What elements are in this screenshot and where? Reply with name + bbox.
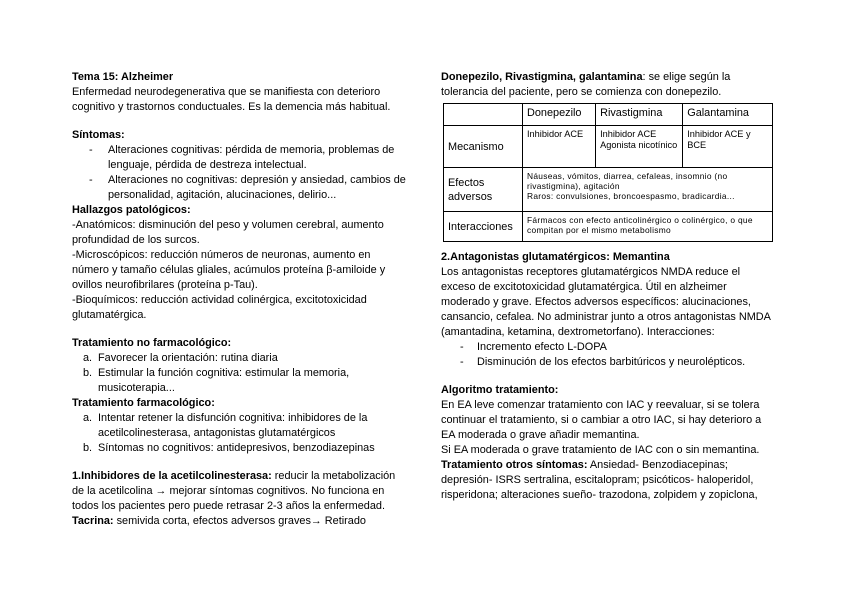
farmacologico-heading: Tratamiento farmacológico: — [72, 397, 215, 409]
donepezilo-paragraph: Donepezilo, Rivastigmina, galantamina: se elige según la tolerancia del paciente, pero se comienza con donepezilo. — [441, 71, 731, 98]
list-item: - Disminución de los efectos barbitúricos y neurolépticos. — [460, 356, 746, 368]
otros-sintomas-heading: Tratamiento otros síntomas: — [441, 459, 588, 471]
list-item: b. Estimular la función cognitiva: estimular la memoria, musicoterapia... — [83, 367, 350, 394]
table-row — [444, 168, 773, 212]
table-header-cell — [444, 104, 523, 126]
hallazgo-microscopicos: -Microscópicos: reducción números de neuronas, aumento en número y tamaño células gliales, acúmulos proteína β-amiloide y ovillos neurofibrilares (proteína p-Tau). — [72, 249, 386, 291]
table-cell: Inhibidor ACE — [523, 126, 596, 168]
intro-paragraph: Enfermedad neurodegenerativa que se manifiesta con deterioro cognitivo y trastornos conductuales. Es la demencia más habitual. — [72, 86, 391, 113]
hallazgo-bioquimicos: -Bioquímicos: reducción actividad colinérgica, excitotoxicidad glutamatérgica. — [72, 294, 367, 321]
hallazgos-heading: Hallazgos patológicos: — [72, 204, 191, 216]
table-cell: Náuseas, vómitos, diarrea, cefaleas, insomnio (no rivastigmina), agitación Raros: convulsiones, broncoespasmo, bradicardia... — [523, 168, 773, 212]
algoritmo-heading: Algoritmo tratamiento: — [441, 384, 559, 396]
list-item: b. Síntomas no cognitivos: antidepresivos, benzodiazepinas — [83, 442, 375, 454]
drug-comparison-table — [443, 103, 773, 242]
algoritmo-paragraph-1: En EA leve comenzar tratamiento con IAC y reevaluar, si se tolera continuar el tratamiento, si o cambiar a otro IAC, si hay deterioro a EA moderada o grave añadir memantina. — [441, 399, 762, 441]
table-header-cell: Donepezilo — [523, 104, 596, 126]
sintomas-heading: Síntomas: — [72, 129, 125, 141]
row-label-efectos: Efectos adversos — [444, 168, 523, 212]
inhibidores-paragraph: 1.Inhibidores de la acetilcolinesterasa: reducir la metabolización de la acetilcolina → mejorar síntomas cognitivos. No funciona en todos los pacientes pero puede retrasar 2-3 años la enfermedad. — [72, 470, 396, 512]
table-cell: Inhibidor ACE y BCE — [683, 126, 773, 168]
list-item: - Alteraciones no cognitivas: depresión y ansiedad, cambios de personalidad, agitación, alucinaciones, delirio... — [89, 174, 406, 201]
antagonistas-paragraph: Los antagonistas receptores glutamatérgicos NMDA reduce el exceso de excitotoxicidad glutamatérgica. Útil en alzheimer moderado y grave. Efectos adversos específicos: alucinaciones, cansancio, cefalea. No administrar junto a otros antagonistas NMDA (amantadina, ketamina, dextrometorfano). Interacciones: — [441, 266, 771, 338]
table-row — [444, 126, 773, 168]
table-cell: Fármacos con efecto anticolinérgico o colinérgico, o que compitan por el mismo metabolismo — [523, 212, 773, 242]
table-cell: Inhibidor ACE Agonista nicotínico — [596, 126, 683, 168]
table-row — [444, 212, 773, 242]
donepezilo-heading: Donepezilo, Rivastigmina, galantamina — [441, 71, 643, 83]
otros-sintomas-paragraph: Tratamiento otros síntomas: Ansiedad- Benzodiacepinas; depresión- ISRS sertralina, escitalopram; psicóticos- haloperidol, risperidona; alteraciones sueño- trazodona, zolpidem y zopiclona, — [441, 459, 758, 501]
row-label-mecanismo: Mecanismo — [444, 126, 523, 168]
algoritmo-paragraph-2: Si EA moderada o grave tratamiento de IAC con o sin memantina. — [441, 444, 760, 456]
hallazgo-anatomicos: -Anatómicos: disminución del peso y volumen cerebral, aumento profundidad de los surcos. — [72, 219, 384, 246]
list-item: a. Intentar retener la disfunción cognitiva: inhibidores de la acetilcolinesterasa, antagonistas glutamatérgicos — [83, 412, 368, 439]
no-farmacologico-heading: Tratamiento no farmacológico: — [72, 337, 232, 349]
inhibidores-heading: 1.Inhibidores de la acetilcolinesterasa: — [72, 470, 272, 482]
list-item: - Alteraciones cognitivas: pérdida de memoria, problemas de lenguaje, pérdida de destreza intelectual. — [89, 144, 395, 171]
left-column — [72, 70, 407, 529]
tacrina-paragraph: Tacrina: semivida corta, efectos adversos graves→ Retirado — [72, 515, 366, 527]
antagonistas-heading: 2.Antagonistas glutamatérgicos: Memantina — [441, 251, 670, 263]
row-label-interacciones: Interacciones — [444, 212, 523, 242]
page-title: Tema 15: Alzheimer — [72, 71, 174, 83]
list-item: - Incremento efecto L-DOPA — [460, 341, 607, 353]
table-header-cell: Rivastigmina — [596, 104, 683, 126]
right-column — [441, 70, 776, 503]
tacrina-label: Tacrina: — [72, 515, 114, 527]
table-header-cell: Galantamina — [683, 104, 773, 126]
table-header-row — [444, 104, 773, 126]
list-item: a. Favorecer la orientación: rutina diaria — [83, 352, 278, 364]
